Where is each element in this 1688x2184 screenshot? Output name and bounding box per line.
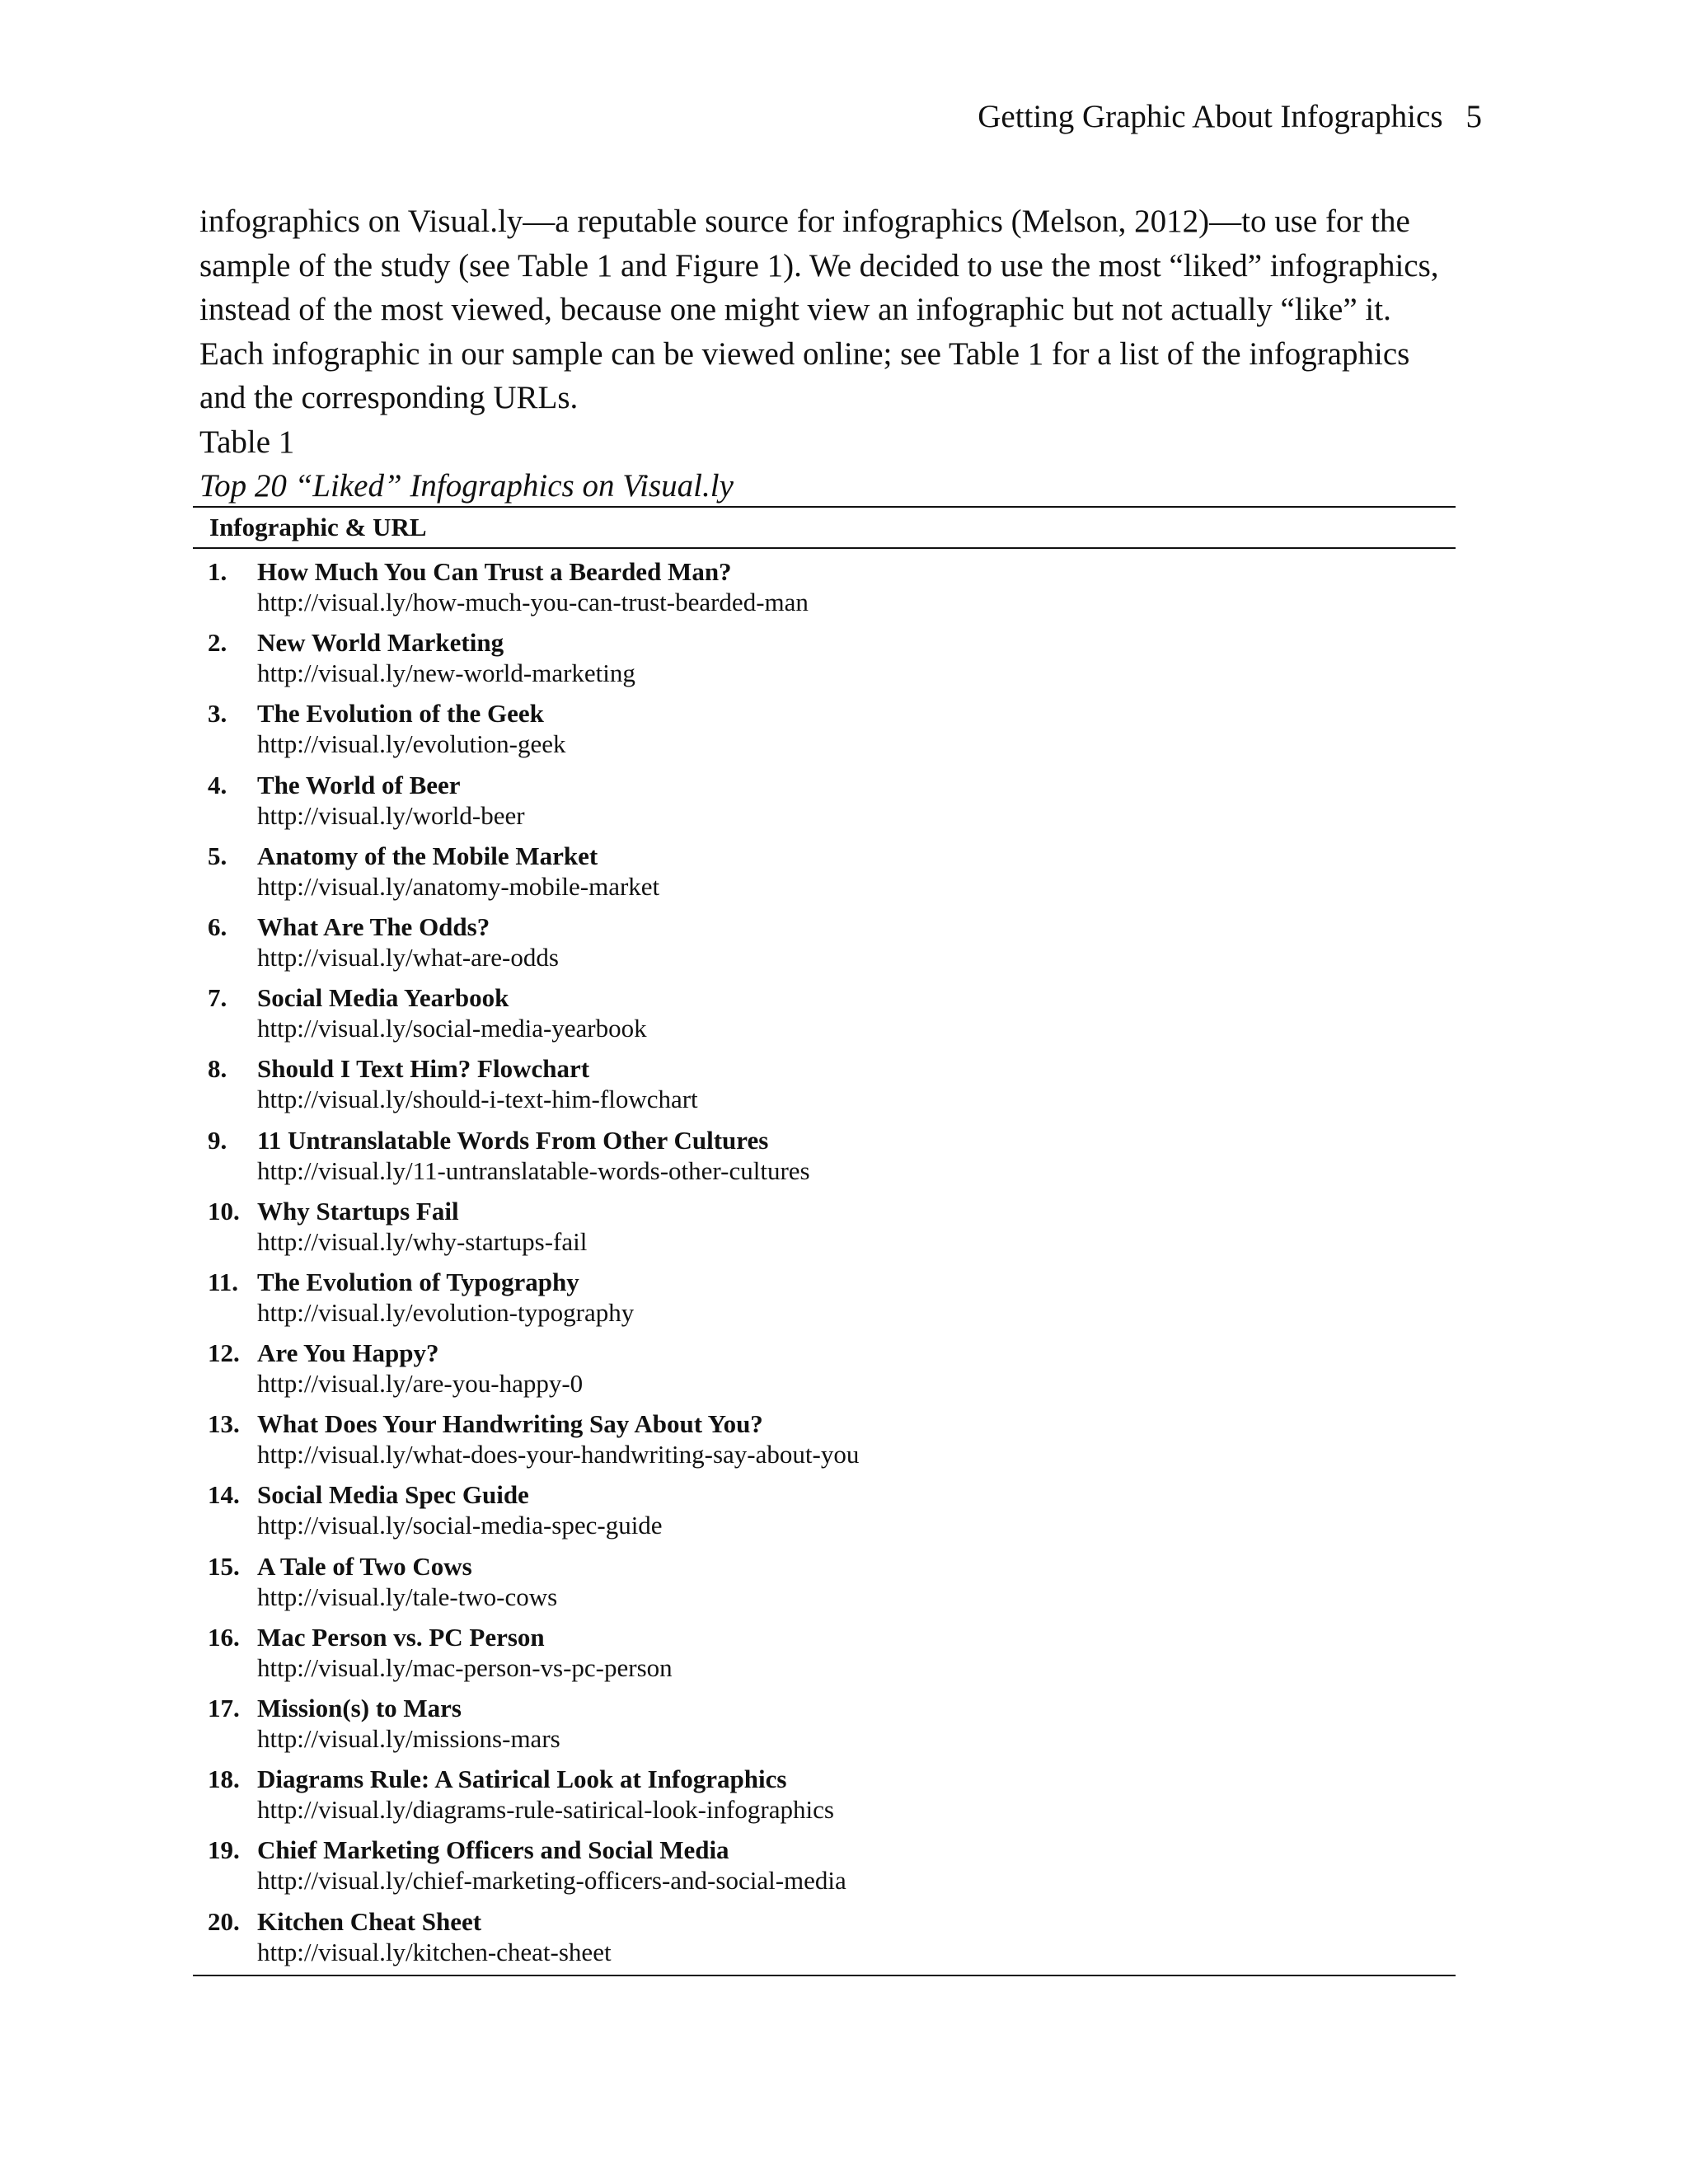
infographic-title: Diagrams Rule: A Satirical Look at Infographics: [257, 1765, 787, 1794]
infographic-url: http://visual.ly/should-i-text-him-flowchart: [257, 1085, 698, 1114]
infographic-title: Mission(s) to Mars: [257, 1694, 462, 1722]
row-number: 19.: [208, 1835, 240, 1865]
infographic-url: http://visual.ly/how-much-you-can-trust-bearded-man: [257, 588, 809, 616]
body-paragraph: [199, 199, 1502, 420]
paragraph-line: Each infographic in our sample can be viewed online; see Table 1 for a list of the infographics: [199, 335, 1410, 372]
infographic-url: http://visual.ly/world-beer: [257, 800, 525, 830]
infographic-url: http://visual.ly/11-untranslatable-words-other-cultures: [257, 1155, 810, 1185]
row-number: 20.: [208, 1906, 240, 1936]
row-number: 15.: [208, 1551, 240, 1581]
paragraph-line: instead of the most viewed, because one might view an infographic but not actually “like” it.: [199, 292, 1391, 327]
infographic-title: How Much You Can Trust a Bearded Man?: [257, 557, 732, 586]
table-row: [193, 1832, 1456, 1903]
row-number: 13.: [208, 1409, 240, 1439]
table-row: [193, 1761, 1456, 1832]
row-number: 10.: [208, 1196, 240, 1226]
infographic-title: What Does Your Handwriting Say About You?: [257, 1409, 763, 1439]
infographic-title: Social Media Yearbook: [257, 983, 509, 1013]
infographic-title: The World of Beer: [257, 770, 461, 799]
table-row: [193, 1051, 1456, 1122]
infographic-title: The Evolution of the Geek: [257, 699, 544, 729]
table-row: [193, 767, 1456, 838]
row-number: 12.: [208, 1338, 240, 1368]
row-number: 14.: [208, 1480, 240, 1510]
infographic-url: http://visual.ly/chief-marketing-officers-and-social-media: [257, 1866, 846, 1896]
table-row: [193, 980, 1456, 1051]
infographic-url: http://visual.ly/are-you-happy-0: [257, 1369, 584, 1399]
infographic-url: http://visual.ly/why-startups-fail: [257, 1226, 588, 1256]
table-label: Table 1: [199, 424, 295, 460]
infographic-title: Social Media Spec Guide: [257, 1480, 529, 1510]
infographic-url: http://visual.ly/evolution-geek: [257, 729, 566, 759]
infographic-url: http://visual.ly/anatomy-mobile-market: [257, 871, 660, 901]
infographic-url: http://visual.ly/new-world-marketing: [257, 658, 635, 688]
table-caption: Top 20 “Liked” Infographics on Visual.ly: [199, 468, 734, 504]
infographic-title: Should I Text Him? Flowchart: [257, 1054, 590, 1084]
row-number: 6.: [208, 912, 227, 941]
row-number: 2.: [208, 628, 227, 658]
infographic-url: http://visual.ly/social-media-spec-guide: [257, 1511, 663, 1540]
table-row: [193, 554, 1456, 625]
infographic-url: http://visual.ly/tale-two-cows: [257, 1582, 558, 1611]
infographics-table: [193, 506, 1456, 1976]
table-row: [193, 1690, 1456, 1761]
infographic-url: http://visual.ly/evolution-typography: [257, 1297, 635, 1327]
table-column-header: Infographic & URL: [209, 513, 427, 541]
row-number: 5.: [208, 841, 227, 870]
running-head: [978, 96, 1482, 138]
infographic-title: 11 Untranslatable Words From Other Cultures: [257, 1125, 769, 1155]
table-row: [193, 696, 1456, 766]
infographic-url: http://visual.ly/missions-mars: [257, 1724, 560, 1753]
infographic-url: http://visual.ly/what-are-odds: [257, 942, 559, 972]
paragraph-line: infographics on Visual.ly—a reputable source for infographics (Melson, 2012)—to use for the: [199, 204, 1410, 239]
table-row: [193, 1549, 1456, 1619]
page-number: 5: [1465, 99, 1482, 134]
row-number: 9.: [208, 1125, 227, 1155]
table-row: [193, 1335, 1456, 1406]
table-row: [193, 1122, 1456, 1193]
table-row: [193, 1619, 1456, 1690]
table-body: [193, 549, 1456, 1975]
infographic-title: New World Marketing: [257, 628, 504, 658]
table-row: [193, 838, 1456, 909]
row-number: 11.: [208, 1267, 239, 1296]
infographic-title: Why Startups Fail: [257, 1196, 459, 1226]
row-number: 17.: [208, 1694, 240, 1722]
table-row: [193, 909, 1456, 980]
table-row: [193, 1193, 1456, 1264]
paragraph-line: and the corresponding URLs.: [199, 380, 579, 415]
infographic-url: http://visual.ly/diagrams-rule-satirical-look-infographics: [257, 1795, 834, 1825]
table-row: [193, 625, 1456, 696]
row-number: 18.: [208, 1765, 240, 1794]
infographic-url: http://visual.ly/kitchen-cheat-sheet: [257, 1937, 612, 1966]
row-number: 4.: [208, 770, 227, 799]
infographic-title: What Are The Odds?: [257, 912, 490, 941]
row-number: 1.: [208, 557, 227, 586]
infographic-title: Anatomy of the Mobile Market: [257, 841, 598, 870]
infographic-title: A Tale of Two Cows: [257, 1551, 472, 1581]
paragraph-line: sample of the study (see Table 1 and Figure 1). We decided to use the most “liked” infographics,: [199, 247, 1439, 284]
table-row: [193, 1264, 1456, 1335]
infographic-title: Kitchen Cheat Sheet: [257, 1906, 482, 1936]
infographic-url: http://visual.ly/mac-person-vs-pc-person: [257, 1652, 673, 1682]
table-bottom-rule: [193, 1975, 1456, 1976]
table-row: [193, 1904, 1456, 1975]
running-title: Getting Graphic About Infographics: [978, 99, 1443, 134]
table-row: [193, 1477, 1456, 1548]
infographic-title: Are You Happy?: [257, 1338, 439, 1368]
infographic-title: The Evolution of Typography: [257, 1267, 579, 1296]
infographic-url: http://visual.ly/what-does-your-handwriting-say-about-you: [257, 1440, 860, 1469]
row-number: 8.: [208, 1054, 227, 1084]
infographic-url: http://visual.ly/social-media-yearbook: [257, 1014, 647, 1043]
infographic-title: Chief Marketing Officers and Social Media: [257, 1835, 729, 1865]
table-row: [193, 1406, 1456, 1477]
row-number: 3.: [208, 699, 227, 729]
row-number: 16.: [208, 1622, 240, 1652]
row-number: 7.: [208, 983, 227, 1013]
infographic-title: Mac Person vs. PC Person: [257, 1622, 545, 1652]
